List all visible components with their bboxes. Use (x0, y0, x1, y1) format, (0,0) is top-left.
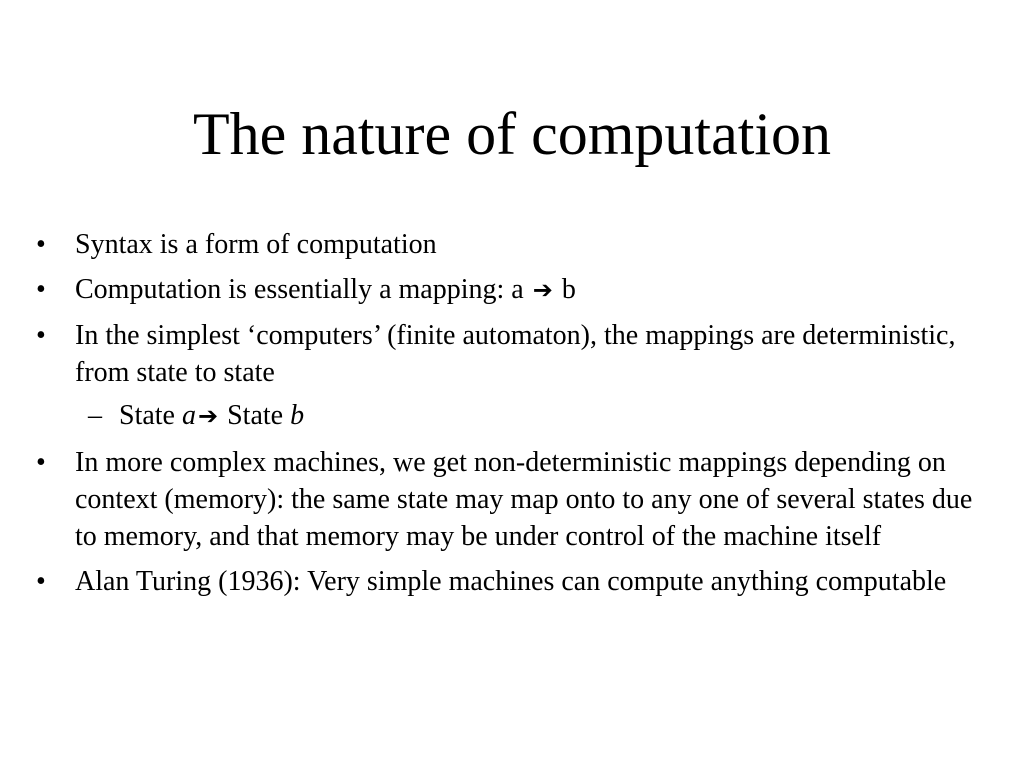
bullet-marker: • (36, 274, 46, 305)
right-arrow-icon: ➔ (532, 276, 553, 304)
bullet-text: In the simplest ‘computers’ (finite automaton), the mappings are deterministic, from state to state (75, 320, 956, 388)
bullet-item (30, 317, 980, 391)
bullet-marker: • (36, 566, 46, 597)
bullet-marker: • (36, 229, 46, 260)
bullet-text-tail: b (554, 274, 576, 305)
bullet-item (30, 563, 980, 600)
state-variable-a: a (182, 400, 196, 431)
sub-bullet-item (30, 397, 980, 435)
bullet-item (30, 226, 980, 263)
bullet-marker: • (36, 320, 46, 351)
dash-marker: – (88, 400, 102, 431)
bullet-marker: • (36, 447, 46, 478)
bullet-item (30, 444, 980, 555)
bullet-text: Syntax is a form of computation (75, 229, 437, 260)
bullet-text: Computation is essentially a mapping: a (75, 274, 531, 305)
right-arrow-icon: ➔ (198, 402, 219, 430)
bullet-text: Alan Turing (1936): Very simple machines can compute anything computable (75, 566, 947, 597)
slide-title: The nature of computation (192, 101, 832, 167)
bullet-item (30, 271, 980, 309)
bullet-text: In more complex machines, we get non-deterministic mappings depending on context (memory): the same state may map onto to any one of several states due to memory, and that memory may be under control of the machine itself (75, 447, 973, 552)
sub-bullet-text: State (220, 400, 291, 431)
sub-bullet-text: State (119, 400, 182, 431)
slide-content (30, 226, 980, 608)
state-variable-b: b (290, 400, 305, 431)
